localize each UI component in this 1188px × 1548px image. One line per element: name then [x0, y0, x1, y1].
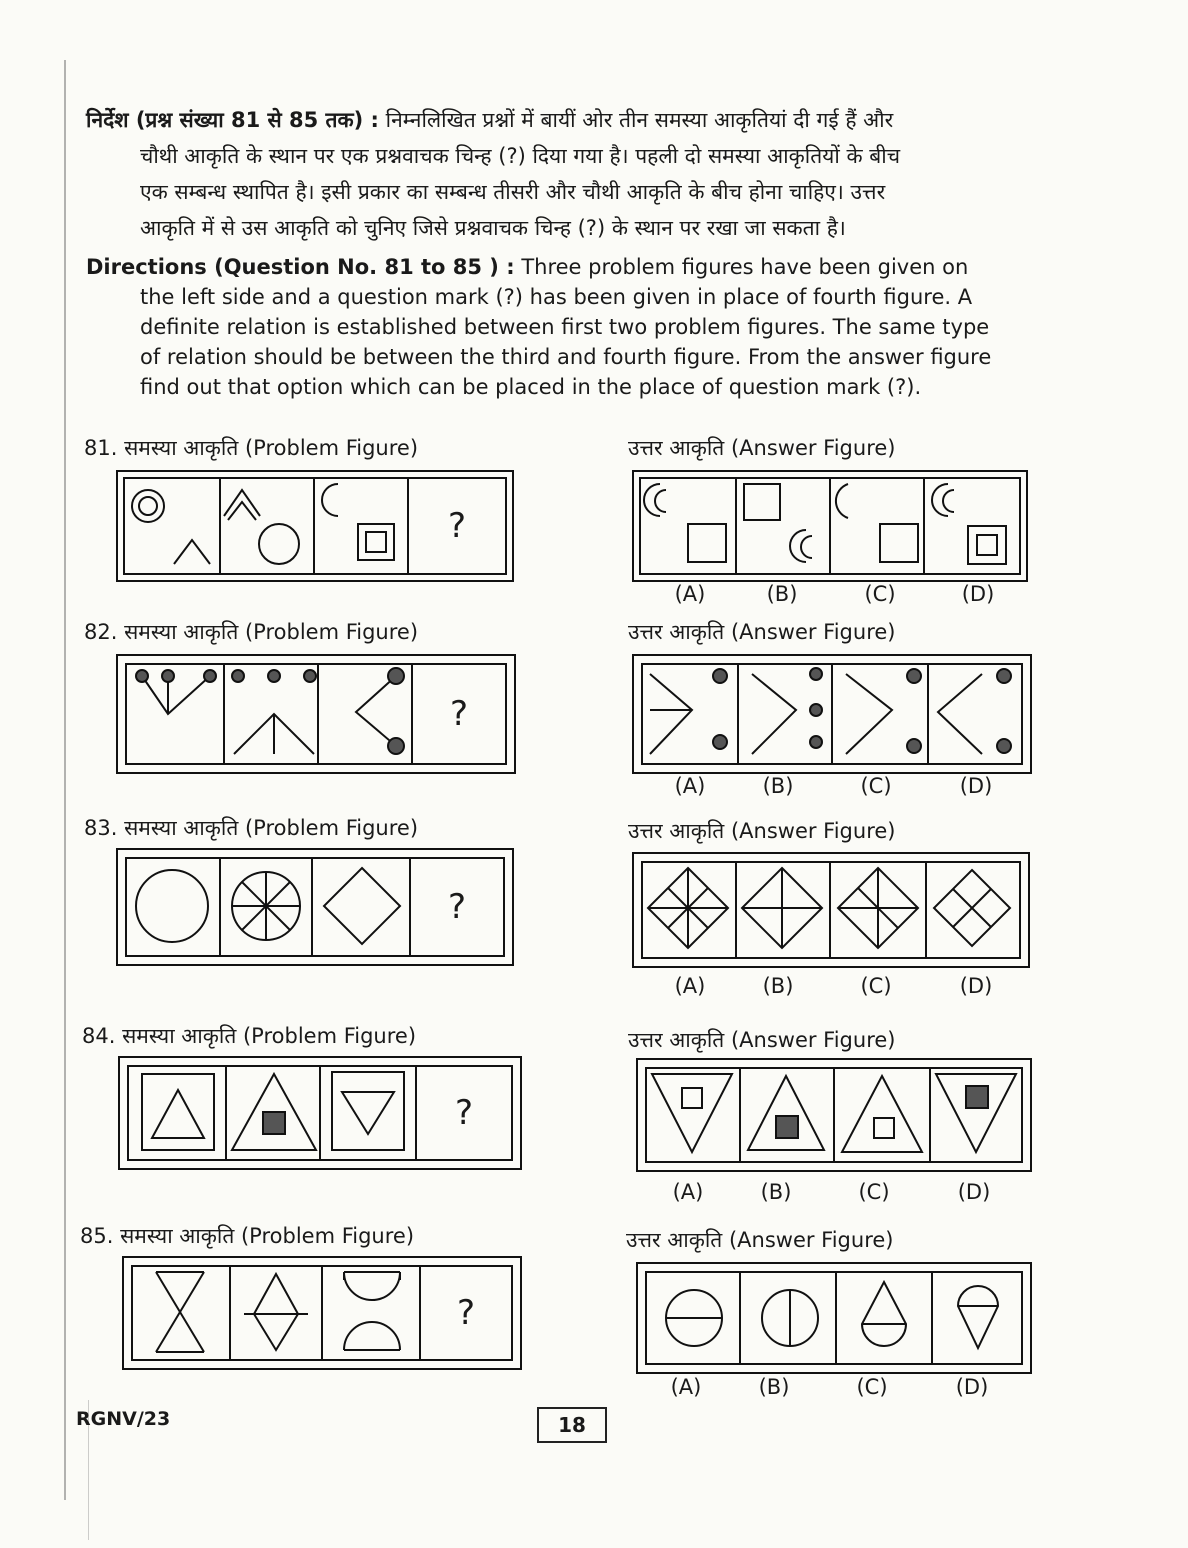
q82-problem-label: समस्या आकृति (Problem Figure)	[124, 620, 419, 644]
q83-option-a: (A)	[674, 974, 706, 998]
q83-option-d: (D)	[959, 974, 993, 998]
q84-answer-figures	[636, 1058, 1032, 1172]
q85-option-c: (C)	[856, 1375, 888, 1399]
page-number: 18	[537, 1407, 607, 1443]
q81-option-labels	[632, 582, 1028, 608]
q83-problem-figures	[116, 848, 514, 966]
q83-answer-figures	[632, 852, 1030, 968]
q84-option-b: (B)	[760, 1180, 792, 1204]
q82-option-d: (D)	[959, 774, 993, 798]
q84-number: 84.	[82, 1024, 116, 1048]
q85-answer-figures	[636, 1262, 1032, 1374]
q84-answer-label: उत्तर आकृति (Answer Figure)	[628, 1028, 896, 1052]
q82-option-c: (C)	[860, 774, 892, 798]
q85-number: 85.	[80, 1224, 114, 1248]
q85-option-d: (D)	[955, 1375, 989, 1399]
q82-option-labels	[632, 774, 1032, 800]
q81-option-b: (B)	[766, 582, 798, 606]
q82-problem-figures	[116, 654, 516, 774]
q83-question-mark: ?	[447, 887, 467, 927]
q83-label	[84, 814, 418, 842]
q83-option-b: (B)	[762, 974, 794, 998]
q83-number: 83.	[84, 816, 118, 840]
q82-answer-figures	[632, 654, 1032, 774]
q82-question-mark: ?	[449, 694, 469, 734]
q85-problem-figures	[122, 1256, 522, 1370]
directions-hindi-line3: एक सम्बन्ध स्थापित है। इसी प्रकार का सम्बन्ध तीसरी और चौथी आकृति के बीच होना चाहिए। उत्तर	[140, 180, 886, 204]
q84-label	[82, 1022, 416, 1050]
q81-option-a: (A)	[674, 582, 706, 606]
q81-option-c: (C)	[864, 582, 896, 606]
exam-code: RGNV/23	[76, 1408, 171, 1430]
q85-label	[80, 1222, 414, 1250]
q81-option-d: (D)	[961, 582, 995, 606]
q81-problem-label: समस्या आकृति (Problem Figure)	[124, 436, 419, 460]
directions-hindi-line4: आकृति में से उस आकृति को चुनिए जिसे प्रश्नवाचक चिन्ह (?) के स्थान पर रखा जा सकता है।	[140, 216, 846, 240]
q83-answer-label: उत्तर आकृति (Answer Figure)	[628, 819, 896, 843]
q84-problem-label: समस्या आकृति (Problem Figure)	[122, 1024, 417, 1048]
directions-hindi-line1: निम्नलिखित प्रश्नों में बायीं ओर तीन समस्या आकृतियां दी गई हैं और	[385, 108, 894, 132]
q82-option-a: (A)	[674, 774, 706, 798]
q83-option-c: (C)	[860, 974, 892, 998]
q81-problem-figures	[116, 470, 514, 582]
q85-option-b: (B)	[758, 1375, 790, 1399]
q84-option-labels	[636, 1180, 1032, 1206]
q83-option-labels	[632, 974, 1030, 1000]
q84-option-d: (D)	[957, 1180, 991, 1204]
q84-option-a: (A)	[672, 1180, 704, 1204]
q81-answer-figures	[632, 470, 1028, 582]
q85-answer-label: उत्तर आकृति (Answer Figure)	[626, 1228, 894, 1252]
q81-label	[84, 434, 418, 462]
q82-option-b: (B)	[762, 774, 794, 798]
q85-question-mark: ?	[456, 1293, 476, 1333]
directions-english-line5: find out that option which can be placed in the place of question mark (?).	[140, 375, 922, 399]
q84-option-c: (C)	[858, 1180, 890, 1204]
directions-hindi-lead: निर्देश (प्रश्न संख्या 81 से 85 तक) :	[86, 108, 379, 132]
q82-answer-label: उत्तर आकृति (Answer Figure)	[628, 620, 896, 644]
q81-number: 81.	[84, 436, 118, 460]
directions-english-line3: definite relation is established between first two problem figures. The same type	[140, 315, 990, 339]
directions-hindi-line2: चौथी आकृति के स्थान पर एक प्रश्नवाचक चिन्ह (?) दिया गया है। पहली दो समस्या आकृतियों के बीच	[140, 144, 901, 168]
q84-question-mark: ?	[454, 1093, 474, 1133]
q82-number: 82.	[84, 620, 118, 644]
directions-english-line4: of relation should be between the third and fourth figure. From the answer figure	[140, 345, 992, 369]
q85-problem-label: समस्या आकृति (Problem Figure)	[120, 1224, 415, 1248]
directions-english	[86, 252, 1071, 402]
directions-english-line1: Three problem figures have been given on	[521, 255, 969, 279]
q81-answer-label: उत्तर आकृति (Answer Figure)	[628, 436, 896, 460]
q82-label	[84, 618, 418, 646]
directions-english-line2: the left side and a question mark (?) has been given in place of fourth figure. A	[140, 285, 973, 309]
q83-problem-label: समस्या आकृति (Problem Figure)	[124, 816, 419, 840]
margin-line	[64, 60, 66, 1500]
q85-option-labels	[636, 1375, 1032, 1401]
q85-option-a: (A)	[670, 1375, 702, 1399]
q81-question-mark: ?	[447, 506, 467, 546]
directions-hindi	[86, 102, 1071, 246]
q84-problem-figures	[118, 1056, 522, 1170]
directions-english-lead: Directions (Question No. 81 to 85 ) :	[86, 255, 515, 279]
